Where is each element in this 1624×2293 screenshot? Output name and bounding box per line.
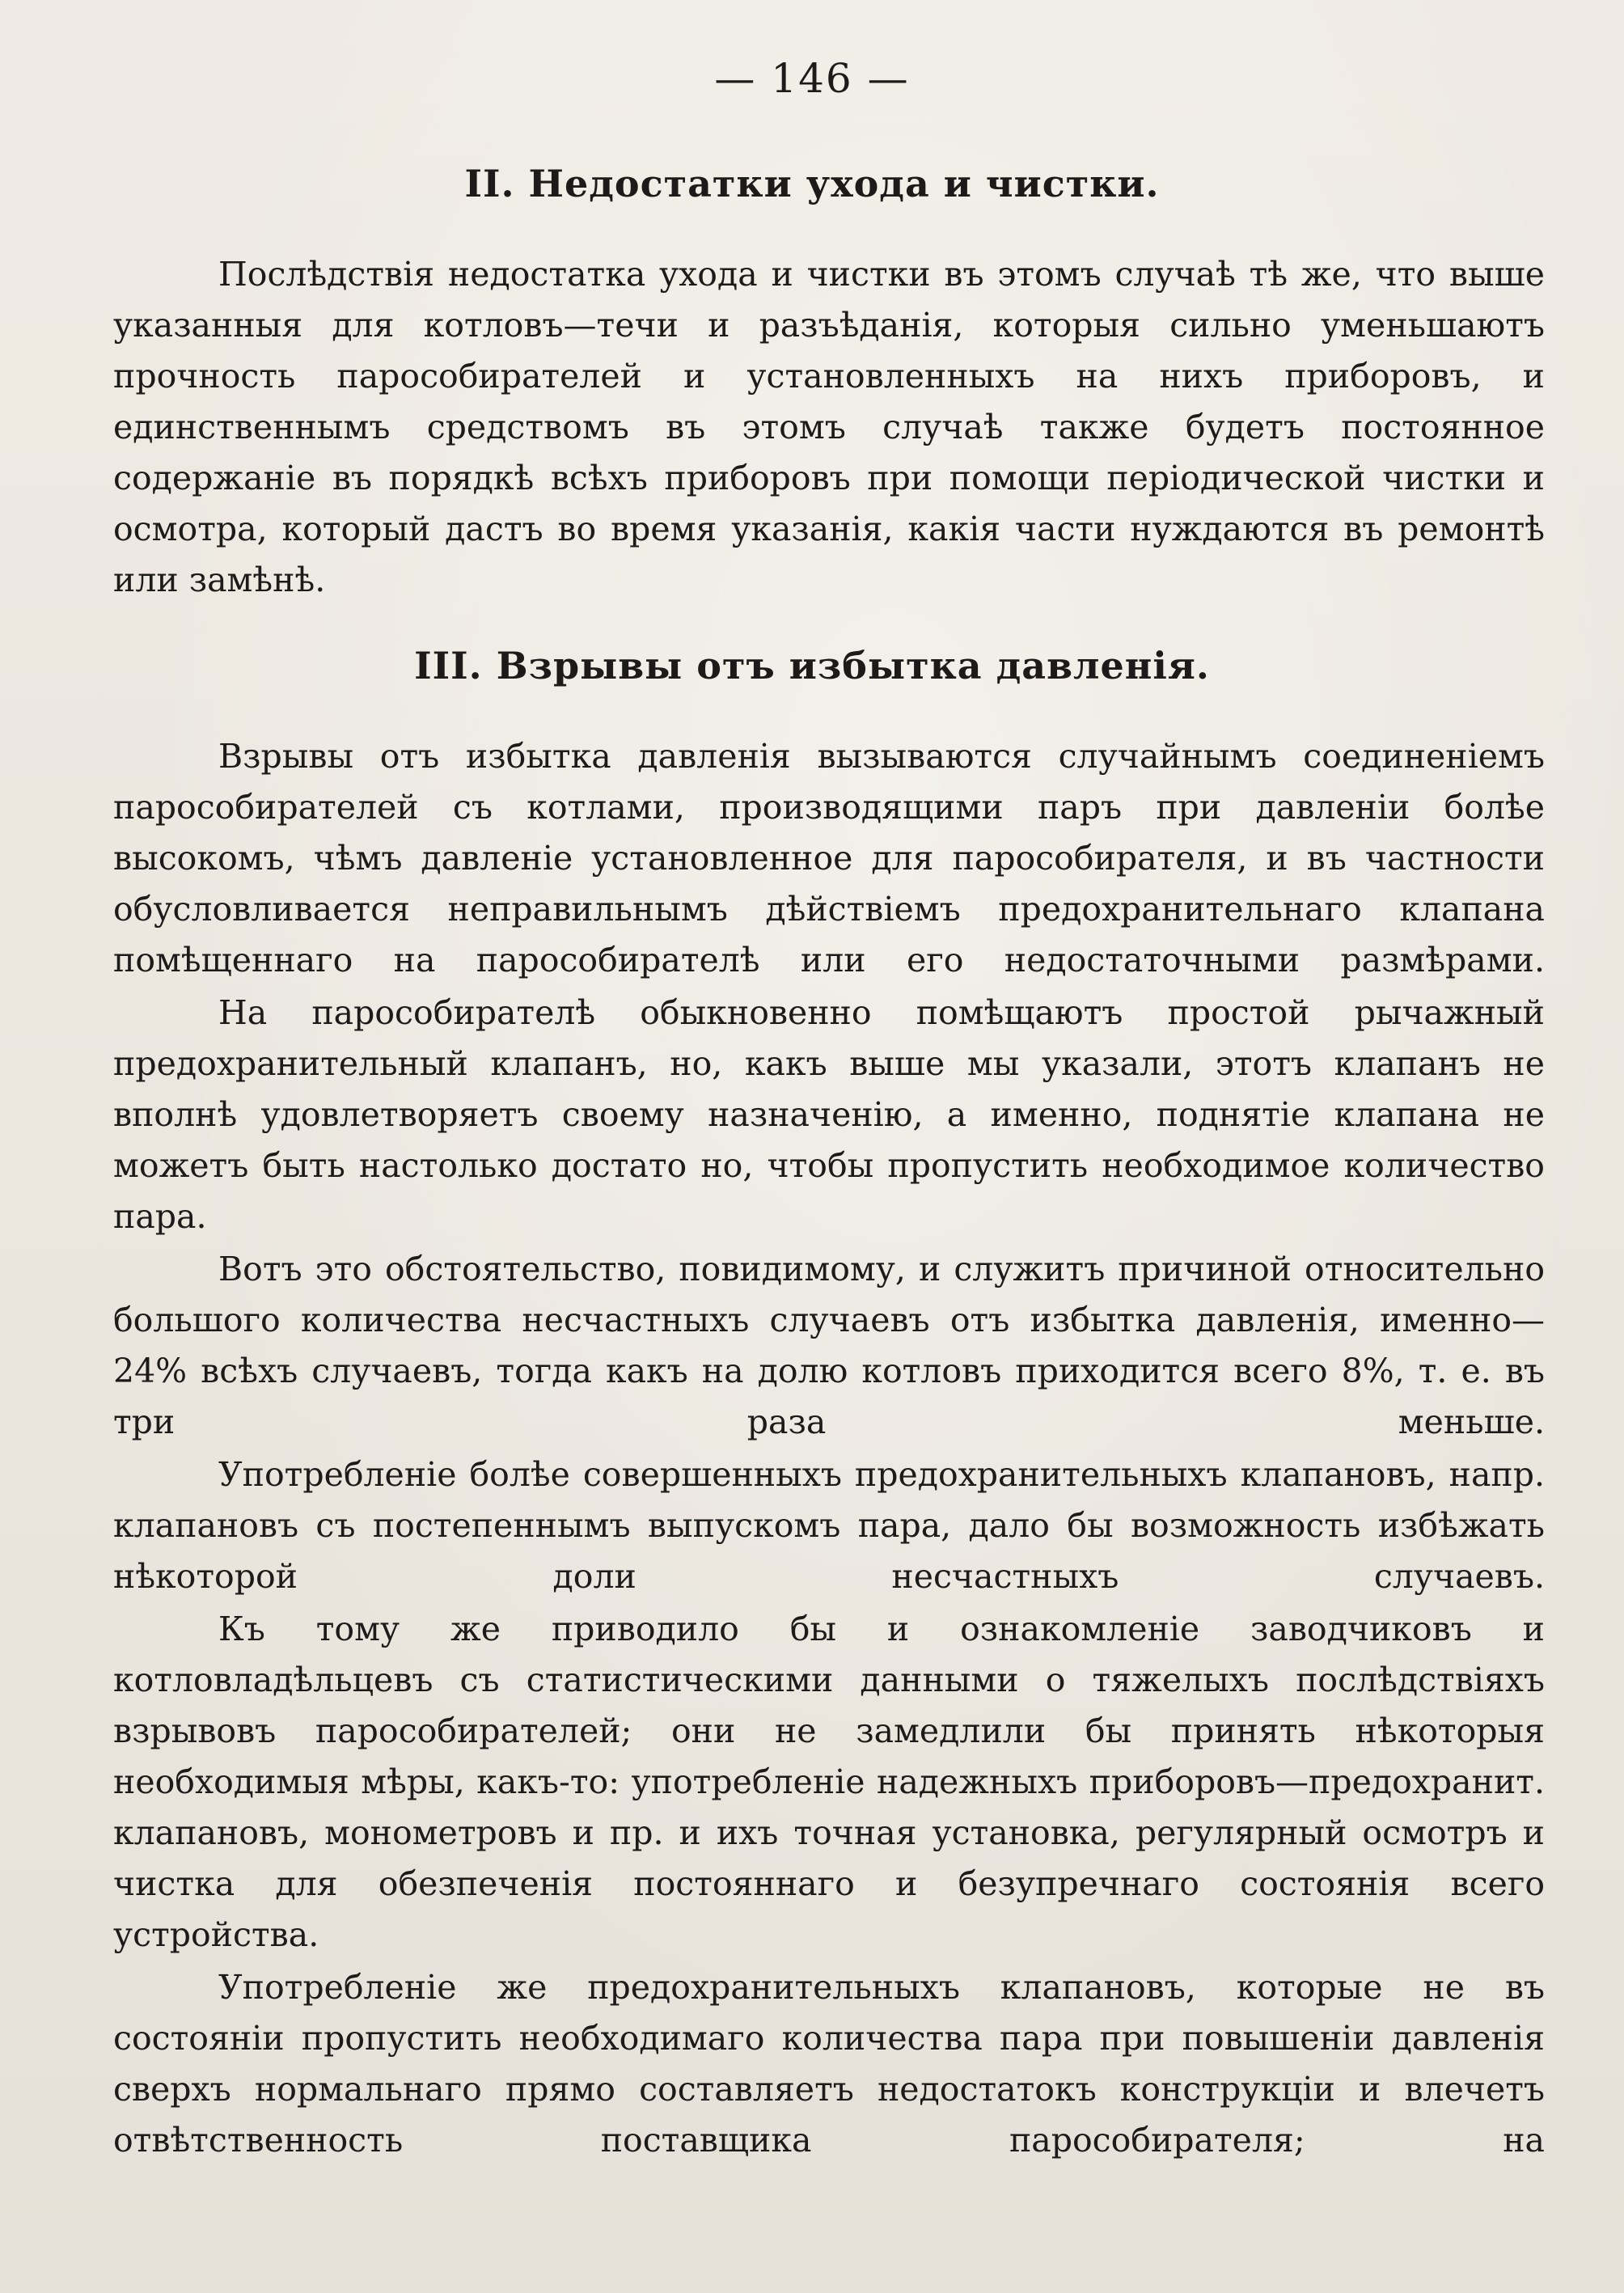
page-number: — 146 — — [714, 55, 910, 102]
paragraph: Употребленіе же предохранительныхъ клапановъ, которые не въ состояніи пропустить необходимаго количества пара при повышеніи давленія сверхъ нормальнаго прямо составляетъ недостатокъ конструкціи и влечетъ отвѣтственность поставщика паpособирателя; на — [113, 1968, 1545, 2160]
section-3-body — [113, 731, 1545, 2166]
section-2-body — [113, 249, 1545, 606]
paragraph: Къ тому же приводило бы и ознакомленіе заводчиковъ и котловладѣльцевъ съ статистическими данными о тяжелыхъ послѣдствіяхъ взрывовъ паpособирателей; они не замедлили бы принять нѣкоторыя необходимыя мѣры, какъ-то: употребленіе надежныхъ приборовъ—предохранит. клапановъ, монометровъ и пр. и ихъ точная установка, регулярный осмотръ и чистка для обезпеченія постояннаго и безупречнаго состоянія всего устройства. — [113, 1610, 1545, 1954]
section-title-2: II. Недостатки ухода и чистки. — [464, 162, 1160, 205]
paragraph: Употребленіе болѣе совершенныхъ предохранительныхъ клапановъ, напр. клапановъ съ постепеннымъ выпускомъ пара, дало бы возможность избѣжать нѣкоторой доли несчастныхъ случаевъ. — [113, 1455, 1545, 1596]
paragraph: Послѣдствія недостатка ухода и чистки въ этомъ случаѣ тѣ же, что выше указанныя для котловъ—течи и разъѣданія, которыя сильно уменьшаютъ прочность паpособирателей и установленныхъ на нихъ приборовъ, и единственнымъ средствомъ въ этомъ случаѣ также будетъ постоянное содержаніе въ порядкѣ всѣхъ приборовъ при помощи періодической чистки и осмотра, который дастъ во время указанія, какія части нуждаются въ ремонтѣ или замѣнѣ. — [113, 255, 1545, 599]
section-title-3: III. Взрывы отъ избытка давленія. — [414, 644, 1210, 687]
paragraph: На паpособирателѣ обыкновенно помѣщаютъ простой рычажный предохранительный клапанъ, но, какъ выше мы указали, этотъ клапанъ не вполнѣ удовлетворяетъ своему назначенію, а именно, поднятіе клапана не можетъ быть настолько достато но, чтобы пропустить необходимое количество пара. — [113, 993, 1545, 1236]
paragraph: Взрывы отъ избытка давленія вызываются случайнымъ соединеніемъ паpособирателей съ котлами, производящими паръ при давленіи болѣе высокомъ, чѣмъ давленіе установленное для паpособирателя, и въ частности обусловливается неправильнымъ дѣйствіемъ предохранительнаго клапана помѣщеннаго на паpособирателѣ или его недостаточными размѣрами. — [113, 737, 1545, 979]
paragraph: Вотъ это обстоятельство, повидимому, и служитъ причиной относительно большого количества несчастныхъ случаевъ отъ избытка давленія, именно—24% всѣхъ случаевъ, тогда какъ на долю котловъ приходится всего 8%, т. е. въ три раза меньше. — [113, 1250, 1545, 1441]
